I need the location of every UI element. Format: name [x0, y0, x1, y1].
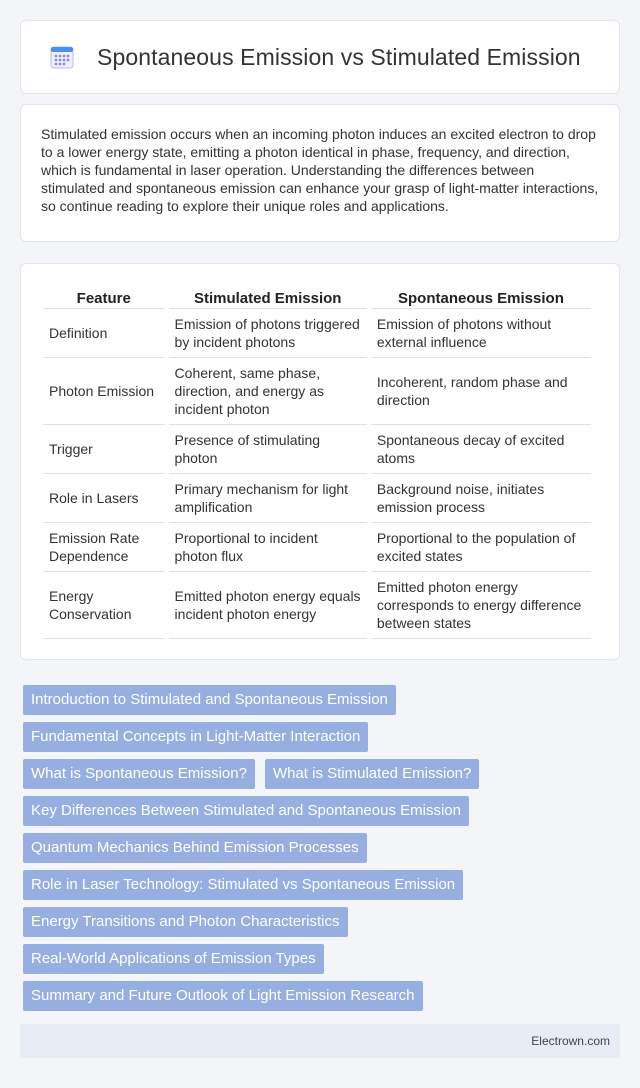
tag-row	[23, 722, 623, 752]
header-card	[20, 20, 620, 94]
table-row	[43, 474, 591, 523]
table-header-row	[43, 284, 591, 309]
table-row	[43, 572, 591, 639]
column-header-spontaneous: Spontaneous Emission	[371, 284, 591, 309]
table-cell: Emission of photons without external influence	[371, 309, 591, 358]
table-cell: Coherent, same phase, direction, and energy as incident photon	[169, 358, 367, 425]
footer-brand[interactable]: Electrown.com	[531, 1034, 610, 1048]
intro-text: Stimulated emission occurs when an incoming photon induces an excited electron to drop to a lower energy state, emitting a photon identical in phase, frequency, and direction, which is fundamental in laser operation. Understanding the differences between stimulated and spontaneous emission can enhance your grasp of light-matter interactions, so continue reading to explore their unique roles and applications.	[41, 126, 599, 214]
table-cell: Photon Emission	[43, 358, 165, 425]
table-cell: Emitted photon energy equals incident photon energy	[169, 572, 367, 639]
table-cell: Primary mechanism for light amplification	[169, 474, 367, 523]
table-cell: Background noise, initiates emission process	[371, 474, 591, 523]
table-cell: Incoherent, random phase and direction	[371, 358, 591, 425]
table-cell: Role in Lasers	[43, 474, 165, 523]
topic-link-quantum-mechanics[interactable]: Quantum Mechanics Behind Emission Processes	[23, 833, 367, 863]
tag-row	[23, 870, 623, 900]
comparison-table	[39, 284, 595, 639]
table-cell: Emission Rate Dependence	[43, 523, 165, 572]
topic-link-laser-technology[interactable]: Role in Laser Technology: Stimulated vs Spontaneous Emission	[23, 870, 463, 900]
tag-row	[23, 759, 623, 789]
topic-link-energy-transitions[interactable]: Energy Transitions and Photon Characteristics	[23, 907, 348, 937]
intro-card	[20, 104, 620, 242]
topic-link-what-is-stimulated[interactable]: What is Stimulated Emission?	[265, 759, 479, 789]
table-cell: Proportional to the population of excited states	[371, 523, 591, 572]
tag-row	[23, 944, 623, 974]
table-row	[43, 523, 591, 572]
comparison-table-card	[20, 263, 620, 660]
topic-link-key-differences[interactable]: Key Differences Between Stimulated and Spontaneous Emission	[23, 796, 469, 826]
table-row	[43, 358, 591, 425]
topic-link-summary[interactable]: Summary and Future Outlook of Light Emission Research	[23, 981, 423, 1011]
tag-row	[23, 685, 623, 715]
topic-link-what-is-spontaneous[interactable]: What is Spontaneous Emission?	[23, 759, 255, 789]
table-cell: Energy Conservation	[43, 572, 165, 639]
topic-link-applications[interactable]: Real-World Applications of Emission Types	[23, 944, 324, 974]
table-row	[43, 425, 591, 474]
grid-app-icon	[49, 44, 75, 70]
table-cell: Emitted photon energy corresponds to energy difference between states	[371, 572, 591, 639]
topic-link-introduction[interactable]: Introduction to Stimulated and Spontaneous Emission	[23, 685, 396, 715]
tag-row	[23, 981, 623, 1011]
tag-row	[23, 833, 623, 863]
table-cell: Spontaneous decay of excited atoms	[371, 425, 591, 474]
column-header-stimulated: Stimulated Emission	[169, 284, 367, 309]
table-row	[43, 309, 591, 358]
table-cell: Emission of photons triggered by incident photons	[169, 309, 367, 358]
table-cell: Trigger	[43, 425, 165, 474]
topic-link-fundamental-concepts[interactable]: Fundamental Concepts in Light-Matter Interaction	[23, 722, 368, 752]
page-title: Spontaneous Emission vs Stimulated Emission	[97, 43, 581, 70]
tag-row	[23, 907, 623, 937]
related-topics	[23, 685, 623, 1018]
footer	[20, 1024, 620, 1058]
table-cell: Presence of stimulating photon	[169, 425, 367, 474]
tag-row	[23, 796, 623, 826]
table-cell: Proportional to incident photon flux	[169, 523, 367, 572]
table-cell: Definition	[43, 309, 165, 358]
column-header-feature: Feature	[43, 284, 165, 309]
